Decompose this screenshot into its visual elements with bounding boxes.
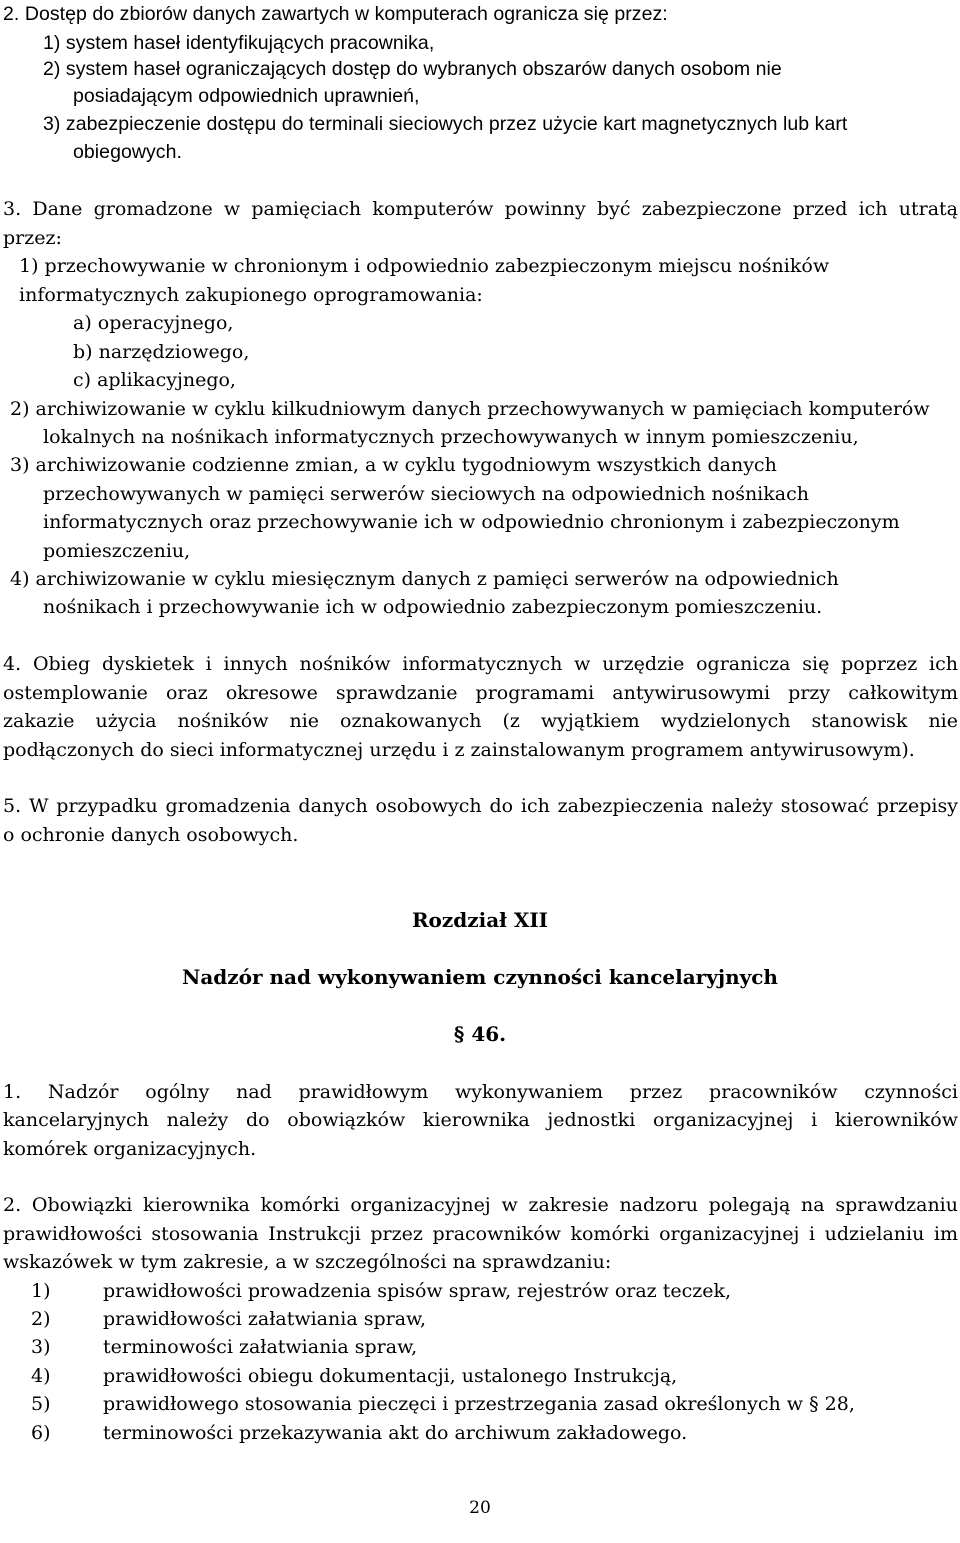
sec2-item-cont: posiadającym odpowiednich uprawnień, — [73, 85, 420, 107]
paragraph-number: § 46. — [453, 1022, 507, 1046]
sec4-line: ostemplowanie oraz okresowe sprawdzanie programami antywirusowymi przy całkowitym — [3, 682, 958, 704]
p1-line: komórek organizacyjnych. — [3, 1138, 257, 1160]
p2-list-text: terminowości przekazywania akt do archiwum zakładowego. — [103, 1422, 688, 1444]
sec3-subitem: b) narzędziowego, — [73, 341, 250, 363]
p2-list-number: 1) — [31, 1280, 51, 1302]
p2-list-text: prawidłowego stosowania pieczęci i przestrzegania zasad określonych w § 28, — [103, 1393, 855, 1415]
p2-line: wskazówek w tym zakresie, a w szczególności na sprawdzaniu: — [3, 1251, 612, 1273]
p2-list-item — [31, 1305, 426, 1333]
sec3-subitem: a) operacyjnego, — [73, 312, 234, 334]
sec2-item: 3) zabezpieczenie dostępu do terminali sieciowych przez użycie kart magnetycznych lub kart — [43, 113, 848, 135]
sec3-intro: 3. Dane gromadzone w pamięciach komputerów powinny być zabezpieczone przed ich utratą — [3, 198, 958, 220]
p2-list-text: prawidłowości prowadzenia spisów spraw, rejestrów oraz teczek, — [103, 1280, 732, 1302]
p2-list-item — [31, 1419, 687, 1447]
sec2-title: 2. Dostęp do zbiorów danych zawartych w komputerach ogranicza się przez: — [3, 3, 668, 25]
sec3-line: 2) archiwizowanie w cyklu kilkudniowym danych przechowywanych w pamięciach komputerów — [10, 398, 930, 420]
p2-list-number: 4) — [31, 1365, 51, 1387]
sec4-line: zakazie użycia nośników nie oznakowanych (z wyjątkiem wydzielonych stanowisk nie — [3, 710, 958, 732]
p1-line: 1. Nadzór ogólny nad prawidłowym wykonywaniem przez pracowników czynności — [3, 1081, 958, 1103]
sec5-line: o ochronie danych osobowych. — [3, 824, 299, 846]
p2-list-number: 6) — [31, 1422, 51, 1444]
sec3-line: 3) archiwizowanie codzienne zmian, a w cyklu tygodniowym wszystkich danych — [10, 454, 777, 476]
p2-list-item — [31, 1390, 855, 1418]
sec3-line-cont: informatycznych oraz przechowywanie ich w odpowiednio chronionym i zabezpieczonym — [43, 511, 900, 533]
p2-list-item — [31, 1362, 677, 1390]
sec3-line-cont: pomieszczeniu, — [43, 540, 191, 562]
sec2-item: 2) system haseł ograniczających dostęp do wybranych obszarów danych osobom nie — [43, 58, 782, 80]
p2-line: 2. Obowiązki kierownika komórki organizacyjnej w zakresie nadzoru polegają na sprawdzaniu — [3, 1194, 958, 1216]
sec3-line-cont: lokalnych na nośnikach informatycznych przechowywanych w innym pomieszczeniu, — [43, 426, 859, 448]
p2-list-number: 2) — [31, 1308, 51, 1330]
sec2-item: 1) system haseł identyfikujących pracownika, — [43, 32, 435, 54]
sec3-line: informatycznych zakupionego oprogramowania: — [19, 284, 483, 306]
sec3-line-cont: nośnikach i przechowywanie ich w odpowiednio zabezpieczonym pomieszczeniu. — [43, 596, 823, 618]
sec4-line: 4. Obieg dyskietek i innych nośników informatycznych w urzędzie ogranicza się poprzez ich — [3, 653, 958, 675]
p2-list-text: prawidłowości obiegu dokumentacji, ustalonego Instrukcją, — [103, 1365, 678, 1387]
p2-list-item — [31, 1277, 731, 1305]
sec3-line: 1) przechowywanie w chronionym i odpowiednio zabezpieczonym miejscu nośników — [19, 255, 830, 277]
page-number: 20 — [469, 1498, 491, 1518]
sec3-subitem: c) aplikacyjnego, — [73, 369, 236, 391]
p2-list-item — [31, 1333, 417, 1361]
chapter-title: Nadzór nad wykonywaniem czynności kancelaryjnych — [182, 965, 778, 989]
sec4-line: podłączonych do sieci informatycznej urzędu i z zainstalowanym programem antywirusowym). — [3, 739, 915, 761]
sec3-intro-cont: przez: — [3, 227, 62, 249]
p2-line: prawidłowości stosowania Instrukcji przez pracowników komórki organizacyjnej i udzielaniu im — [3, 1223, 958, 1245]
p1-line: kancelaryjnych należy do obowiązków kierownika jednostki organizacyjnej i kierowników — [3, 1109, 958, 1131]
sec5-line: 5. W przypadku gromadzenia danych osobowych do ich zabezpieczenia należy stosować przepisy — [3, 795, 958, 817]
chapter-number: Rozdział XII — [411, 908, 549, 932]
p2-list-number: 5) — [31, 1393, 51, 1415]
sec2-item-cont: obiegowych. — [73, 141, 182, 163]
p2-list-text: terminowości załatwiania spraw, — [103, 1336, 418, 1358]
sec3-line: 4) archiwizowanie w cyklu miesięcznym danych z pamięci serwerów na odpowiednich — [10, 568, 839, 590]
sec3-line-cont: przechowywanych w pamięci serwerów sieciowych na odpowiednich nośnikach — [43, 483, 809, 505]
p2-list-number: 3) — [31, 1336, 51, 1358]
p2-list-text: prawidłowości załatwiania spraw, — [103, 1308, 427, 1330]
